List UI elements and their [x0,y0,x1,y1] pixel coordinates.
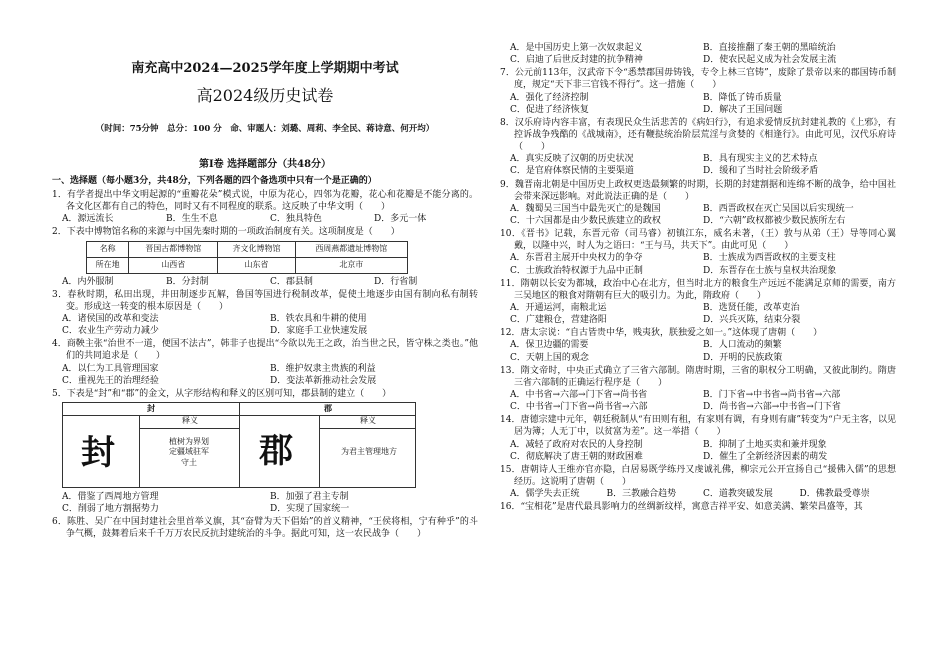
question-14 [500,414,896,463]
option-d[interactable]: D．家庭手工业快速发展 [270,326,368,337]
question-stem: 9．魏晋南北朝是中国历史上政权更迭最频繁的时期，长期的封建割据和连绵不断的战争，给中国社会带来深远影响。对此说法正确的是（ ） [500,179,896,202]
option-b[interactable]: B．加强了君主专制 [270,491,349,502]
option-b[interactable]: B．铁农具和牛耕的使用 [270,313,367,324]
option-b[interactable]: B．直接推翻了秦王朝的黑暗统治 [703,43,836,53]
option-a[interactable]: A．诸侯国的改革和变法 [62,313,159,324]
options [500,92,896,116]
question-stem: 15．唐朝诗人王维亦官亦隐，白居易既学练丹又虔诚礼佛，柳宗元公开宣扬自己“援佛入儒”的思想经历。这说明了唐朝（ ） [500,464,896,487]
options [500,153,896,177]
table-head-feng: 封 [63,403,239,416]
options [52,276,478,288]
feng-definition: 植树为界划定疆域驻军守土 [169,436,209,467]
question-8 [500,117,896,178]
question-12 [500,327,896,363]
paper-title: 高2024级历史试卷 [196,86,334,105]
divider [139,416,140,487]
option-d[interactable]: D．开明的民族政策 [703,352,783,363]
section-instructions: 一、选择题（每小题3分，共48分，下列各题的四个备选项中只有一个是正确的） [52,176,377,186]
option-c[interactable]: C．天朝上国的观念 [510,352,589,363]
option-d[interactable]: D．佛教最受尊崇 [799,489,870,500]
bronze-script-table [62,402,416,488]
table-cell: 北京市 [295,257,407,273]
option-c[interactable]: C．是官府体察民情的主要渠道 [510,166,634,177]
jun-definition: 为君主管理地方 [341,446,397,456]
question-stem: 11．隋朝以长安为都城，政治中心在北方，但当时北方的粮食生产远远不能满足京师的需要，南方三吴地区的粮食对隋朝有巨大的吸引力。为此，隋政府（ ） [500,278,896,301]
option-b[interactable]: B．生生不息 [166,214,218,225]
divider [319,416,320,487]
question-stem: 12．唐太宗说：“自古皆贵中华，贱夷狄，朕独爱之如一。”这体现了唐朝（ ） [500,328,823,339]
option-c[interactable]: C．彻底解决了唐王朝的财政困难 [510,451,643,462]
option-c[interactable]: C．削弱了地方割据势力 [62,504,159,515]
question-stem: 5．下表是“封”和“郡”的金文，从字形结构和释义的区别可知，郡县制的建立（ ） [52,388,392,399]
option-d[interactable]: D．“六朝”政权都被少数民族所左右 [703,215,846,226]
question-11 [500,278,896,327]
option-b[interactable]: B．具有现实主义的艺术特点 [703,154,818,165]
question-stem: 6．陈胜、吴广在中国封建社会里首举义旗，其“奋臂为天下倡始”的首义精神，“王侯将相，宁有种乎”的斗争气概，鼓舞着后来千千万万农民反抗封建统治的斗争。据此可知，这一农民战争（ ） [52,517,478,540]
option-a[interactable]: A．内外服制 [62,276,114,287]
option-a[interactable]: A．东晋君主展开中央权力的争夺 [510,253,643,264]
options [500,203,896,227]
table-cell: 西周燕都遗址博物馆 [295,241,407,257]
table-cell: 所在地 [87,257,129,273]
question-16 [500,501,896,513]
option-c[interactable]: C．中书省→门下省→尚书省→六部 [510,402,648,413]
option-c[interactable]: C．独具特色 [270,214,322,225]
option-c[interactable]: C．道教突破发展 [703,489,773,500]
table-cell: 山西省 [129,257,218,273]
question-stem: 13．隋文帝时，中央正式确立了三省六部制。隋唐时期，三省的职权分工明确，又彼此制约。隋唐三省六部制的正确运行程序是（ ） [500,365,896,388]
option-a[interactable]: A．借鉴了西周地方管理 [62,491,159,502]
question-9 [500,179,896,228]
options [500,302,896,326]
museum-table [86,241,408,274]
option-b[interactable]: B．抑制了土地买卖和兼并现象 [703,439,827,450]
question-stem: 10．《晋书》记载，东晋元帝（司马睿）初镇江东，威名未著，（王）敦与从弟（王）导等同心翼戴，以隆中兴，时人为之语曰：“王与马，共天下”。由此可见（ ） [500,229,896,252]
feng-glyph-image: 封 [81,432,115,473]
option-a[interactable]: A．强化了经济控制 [510,92,589,103]
option-c[interactable]: C．启迪了后世反封建的抗争精神 [510,55,643,66]
option-d[interactable]: D．解决了王国问题 [703,104,783,115]
question-stem: 7．公元前113年，汉武帝下令“悉禁郡国毋铸钱，专令上林三官铸”，废除了景帝以来的郡国铸币制度，规定“天下非三官钱不得行”。这一措施（ ） [500,68,896,91]
option-b[interactable]: B．降低了铸币质量 [703,92,782,103]
part-heading: 第Ⅰ卷 选择题部分（共48分） [198,159,332,170]
options [500,42,896,66]
option-a[interactable]: A．源远流长 [62,214,114,225]
question-stem: 14．唐德宗建中元年，朝廷税制从“有田则有租，有家则有调，有身则有庸”转变为“户无主客，以见居为簿；人无丁中，以贫富为差”。这一举措（ ） [500,415,896,438]
right-column [500,42,896,514]
option-d[interactable]: D．实现了国家统一 [270,504,350,515]
option-b[interactable]: B．三教融合趋势 [606,489,677,500]
option-c[interactable]: C．促进了经济恢复 [510,104,589,115]
option-b[interactable]: B．门下省→中书省→尚书省→六部 [703,389,841,400]
question-15 [500,464,896,500]
option-d[interactable]: D．缓和了当时社会阶级矛盾 [703,166,819,177]
option-a[interactable]: A．保卫边疆的需要 [510,340,589,351]
option-b[interactable]: B．选贤任能，改革吏治 [703,302,800,313]
table-head-jun: 郡 [239,403,416,416]
option-b[interactable]: B．士族成为西晋政权的主要支柱 [703,253,836,264]
options [500,439,896,463]
table-cell: 晋国古都博物馆 [129,241,218,257]
option-b[interactable]: B．人口流动的频繁 [703,340,782,351]
question-7 [500,67,896,116]
options [500,252,896,276]
option-d[interactable]: D．东晋存在士族与皇权共治现象 [703,265,837,276]
option-a[interactable]: A．以仁为工具管理国家 [62,363,159,374]
options [52,363,478,387]
school-exam-title: 南充高中2024—2025学年度上学期期中考试 [131,61,399,76]
question-list-left [52,189,478,542]
option-a[interactable]: A．真实反映了汉朝的历史状况 [510,154,634,165]
option-d[interactable]: D．变法革新推动社会发展 [270,375,377,386]
option-a[interactable]: A．开通运河，南粮北运 [510,302,607,313]
jun-glyph-image: 郡 [259,430,293,471]
options [52,213,478,225]
option-b[interactable]: B．维护奴隶主贵族的利益 [270,363,376,374]
question-5 [52,388,478,515]
options [500,488,896,500]
option-a[interactable]: A．魏蜀吴三国当中最先灭亡的是魏国 [510,203,661,214]
question-stem: 1．有学者提出中华文明起源的“重瓣花朵”模式说，中原为花心，四邻为花瓣，花心和花瓣是不能分离的。各文化区都有自己的特色，同时又有不同程度的联系。这反映了中华文明（ ） [52,190,478,213]
question-stem: 16．“宝相花”是唐代最具影响力的丝绸新纹样，寓意吉祥平安、如意美满、繁荣昌盛等，其 [500,502,863,513]
option-b[interactable]: B．西晋政权在灭亡吴国以后实现统一 [703,203,854,214]
question-2 [52,226,478,287]
option-c[interactable]: C．农业生产劳动力减少 [62,326,159,337]
option-d[interactable]: D．多元一体 [374,214,427,225]
option-b[interactable]: B．分封制 [166,276,209,287]
definition-label: 释义 [139,416,240,429]
question-stem: 4．商鞅主张“治世不一道，便国不法古”，韩非子也提出“今欲以先王之政，治当世之民，皆守株之类也。”他们的共同追求是（ ） [52,339,478,362]
options [500,339,896,363]
options [52,491,478,515]
question-10 [500,228,896,277]
option-c[interactable]: C．十六国都是由少数民族建立的政权 [510,215,661,226]
question-stem: 2．下表中博物馆名称的来源与中国先秦时期的一项政治制度有关。这项制度是（ ） [52,227,400,238]
option-a[interactable]: A．儒学失去正统 [510,489,580,500]
question-stem: 3．春秋时期，私田出现，井田制逐步瓦解，鲁国等国进行税制改革，促使土地逐步由国有制向私有制转变。形成这一转变的根本原因是（ ） [52,289,478,312]
option-d[interactable]: D．使农民起义成为社会发展主流 [703,55,837,66]
table-row [87,241,408,257]
option-c[interactable]: C．广建粮仓，营建洛阳 [510,315,607,326]
definition-label: 释义 [319,416,416,429]
option-a[interactable]: A．中书省→六部→门下省→尚书省 [510,389,648,400]
question-stem: 8．汉乐府诗内容丰富，有表现民众生活悲苦的《病妇行》，有追求爱情反抗封建礼教的《上邪》，有控诉战争残酷的《战城南》，还有鞭挞统治阶层荒淫与贪婪的《相逢行》。由此可见，汉代乐府诗（ ） [500,117,896,153]
exam-meta: （时间：75分钟 总分：100 分 命、审题人：刘璐、周莉、李全民、蒋诗意、何开均） [95,124,435,134]
table-row [87,257,408,273]
table-cell: 名称 [87,241,129,257]
question-6 [52,516,478,540]
options [52,313,478,337]
question-4 [52,338,478,387]
question-3 [52,289,478,338]
question-13 [500,365,896,414]
table-cell: 山东省 [218,257,295,273]
table-cell: 齐文化博物馆 [218,241,295,257]
option-d[interactable]: D．行省制 [374,276,418,287]
option-d[interactable]: D．兴兵灭陈，结束分裂 [703,315,801,326]
option-c[interactable]: C．郡县制 [270,276,313,287]
option-a[interactable]: A．是中国历史上第一次奴隶起义 [510,43,643,53]
question-6-options [500,42,896,66]
option-c[interactable]: C．士族政治特权源于九品中正制 [510,265,643,276]
options [500,389,896,413]
option-c[interactable]: C．重视先王的治理经验 [62,375,159,386]
option-d[interactable]: D．催生了全新经济因素的萌发 [703,451,828,462]
question-1 [52,189,478,225]
option-d[interactable]: D．尚书省→六部→中书省→门下省 [703,402,841,413]
option-a[interactable]: A．减轻了政府对农民的人身控制 [510,439,643,450]
